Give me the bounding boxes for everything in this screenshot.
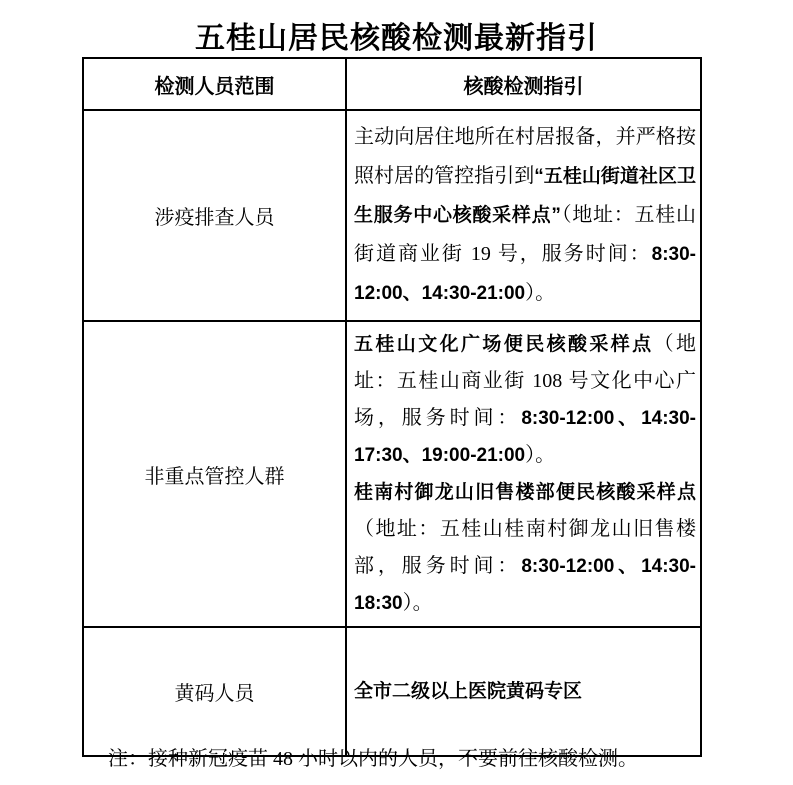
table-header-row — [83, 58, 701, 110]
bold-text: “五桂山街道社区卫生服务中心核酸采样点” — [354, 166, 696, 226]
column-header-guidance: 核酸检测指引 — [346, 58, 701, 110]
table-row-epidemic-screening — [83, 110, 701, 321]
table-row-yellow-code — [83, 627, 701, 756]
column-header-scope: 检测人员范围 — [83, 58, 346, 110]
footnote: 注：接种新冠疫苗 48 小时以内的人员，不要前往核酸检测。 — [108, 748, 638, 770]
testing-guide-table — [82, 57, 702, 757]
body-text: （地址：五桂山商业街 108 号文化中心广场，服务时间： — [354, 333, 696, 429]
category-cell: 黄码人员 — [83, 627, 346, 756]
guidance-paragraph — [354, 673, 696, 710]
body-text: ）。 — [402, 592, 433, 614]
guidance-cell — [346, 627, 701, 756]
body-text: （地址：五桂山街道商业街 19 号，服务时间： — [354, 204, 696, 265]
body-text: 主动向居住地所在村居报备，并严格按照村居的管控指引到 — [354, 126, 696, 187]
guidance-paragraph — [354, 474, 696, 622]
guidance-cell — [346, 321, 701, 627]
bold-text: 8:30-12:00、14:30-18:30 — [354, 556, 697, 614]
category-cell: 非重点管控人群 — [83, 321, 346, 627]
body-text: ）。 — [525, 444, 556, 466]
category-cell: 涉疫排查人员 — [83, 110, 346, 321]
bold-text: 8:30-12:00、14:30-21:00 — [354, 244, 696, 304]
guidance-cell — [346, 110, 701, 321]
bold-text: 全市二级以上医院黄码专区 — [354, 681, 583, 702]
body-text: （地址：五桂山桂南村御龙山旧售楼部，服务时间： — [354, 518, 696, 577]
page-title: 五桂山居民核酸检测最新指引 — [195, 22, 598, 55]
bold-text: 8:30-12:00、14:30-17:30、19:00-21:00 — [354, 408, 697, 466]
table-row-non-key-control — [83, 321, 701, 627]
bold-text: 桂南村御龙山旧售楼部便民核酸采样点 — [354, 482, 696, 503]
guidance-paragraph — [354, 118, 696, 313]
body-text: ）。 — [525, 282, 556, 304]
bold-text: 五桂山文化广场便民核酸采样点 — [354, 334, 654, 355]
guidance-paragraph — [354, 326, 696, 474]
